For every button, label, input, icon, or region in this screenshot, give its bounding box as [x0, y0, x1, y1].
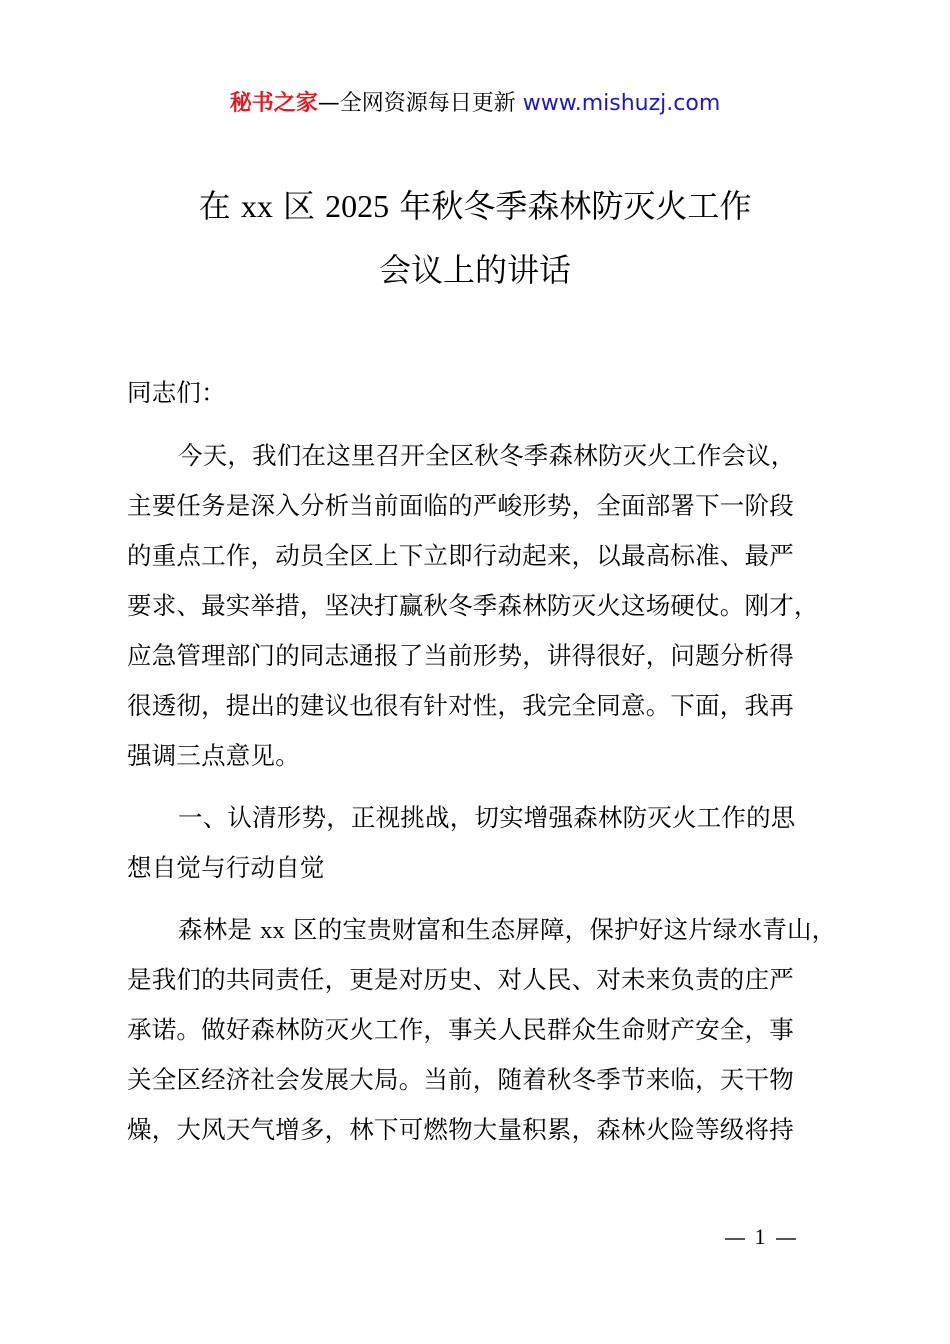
document-title-line-1 [0, 184, 950, 228]
paragraph-line: 很透彻，提出的建议也很有针对性，我完全同意。下面，我再 [127, 691, 794, 720]
paragraph-line [178, 913, 838, 948]
title-year: 2025 [325, 188, 390, 224]
paragraph-line: 要求、最实举措，坚决打赢秋冬季森林防灭火这场硬仗。刚才， [127, 591, 819, 620]
section-heading-line: 想自觉与行动自觉 [127, 853, 325, 882]
site-url-link[interactable]: www.mishuzj.com [522, 91, 721, 116]
paragraph-line: 是我们的共同责任，更是对历史、对人民、对未来负责的庄严 [127, 965, 794, 994]
site-header-banner [0, 86, 950, 122]
paragraph-line: 承诺。做好森林防灭火工作，事关人民群众生命财产安全，事 [127, 1015, 794, 1044]
paragraph-line: 燥，大风天气增多，林下可燃物大量积累，森林火险等级将持 [127, 1115, 794, 1144]
district-placeholder: xx [260, 917, 285, 944]
paragraph-line: 主要任务是深入分析当前面临的严峻形势，全面部署下一阶段 [127, 491, 794, 520]
section-heading-line: 一、认清形势，正视挑战，切实增强森林防灭火工作的思 [178, 803, 796, 832]
text-part: 森林是 [178, 915, 261, 944]
dash-left [725, 1238, 745, 1240]
page-number-value: 1 [754, 1224, 766, 1249]
paragraph-line: 应急管理部门的同志通报了当前形势，讲得很好，问题分析得 [127, 641, 794, 670]
document-title-line-2: 会议上的讲话 [378, 251, 571, 289]
brand-name: 秘书之家 [229, 91, 318, 116]
dash-right [776, 1238, 796, 1240]
paragraph-line: 的重点工作，动员全区上下立即行动起来，以最高标准、最严 [127, 541, 794, 570]
title-part: 年秋冬季森林防灭火工作 [389, 187, 752, 225]
text-part: 区的宝贵财富和生态屏障，保护好这片绿水青山， [285, 915, 837, 944]
paragraph-line: 关全区经济社会发展大局。当前，随着秋冬季节来临，天干物 [127, 1065, 794, 1094]
paragraph-line: 今天，我们在这里召开全区秋冬季森林防灭火工作会议， [178, 441, 796, 470]
title-district-placeholder: xx [240, 188, 273, 224]
title-part: 区 [272, 187, 326, 225]
header-slogan: —全网资源每日更新 [317, 91, 523, 116]
title-part: 在 [198, 187, 241, 225]
paragraph-line: 强调三点意见。 [127, 741, 300, 770]
salutation: 同志们： [127, 378, 226, 407]
page-number [700, 1222, 820, 1252]
